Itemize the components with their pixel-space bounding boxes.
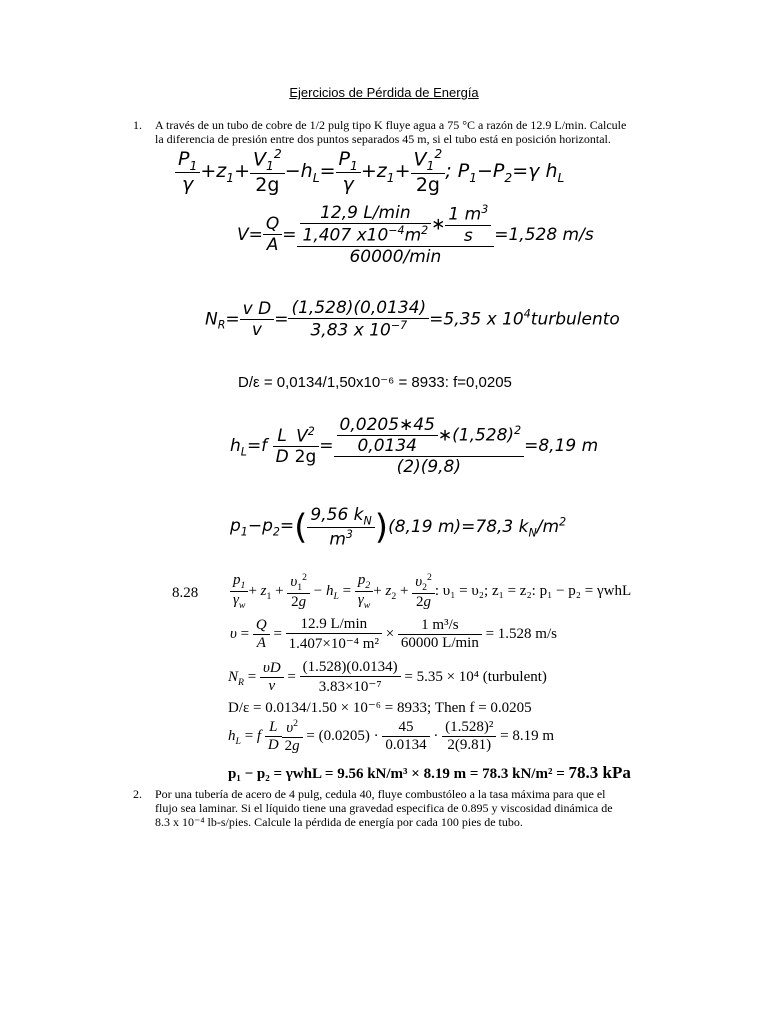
head-loss-denominator: (2)(9,8) [396, 457, 462, 477]
velocity-unit-top: 1 m [448, 204, 482, 225]
problem-2-line-3: 8.3 x 10⁻⁴ lb-s/pies. Calcule la pérdida de energía por cada 100 pies de tubo. [155, 815, 523, 829]
pressure-denominator: m [329, 530, 346, 551]
reynolds-denominator: 3,83 x 10 [310, 320, 391, 341]
solution-b-head-loss: $h_L = f$ $\frac{L}{D}$ $\frac{\upsilon^2}{2g}$ = (0.0205) · $\frac{45}{0.0134}$ · $\frac{\text{(1.528)²}}{2(9.81)}$ = 8.19 m [228, 718, 555, 754]
problem-1-line-1: A través de un tubo de cobre de 1/2 pulg tipo K fluye agua a 75 °C a razón de 12.9 L/min. Calcule [155, 118, 627, 132]
solution-b-v-den1: 1.407×10⁻⁴ m² [288, 636, 379, 652]
head-loss-num-a: 0,0205∗45 [337, 415, 438, 436]
problem-1-line-2: la diferencia de presión entre dos puntos separados 45 m, si el tubo está en posición horizontal. [155, 132, 611, 146]
problem-1-number: 1. [133, 118, 142, 132]
solution-b-nr-den: 3.83×10⁻⁷ [318, 679, 382, 695]
reynolds-result: =5,35 x 10 [429, 309, 524, 330]
problem-2-statement [155, 787, 658, 829]
problem-2-line-1: Por una tubería de acero de 4 pulg, cedula 40, fluye combustóleo a la tasa máxima para que el [155, 787, 606, 801]
velocity-equation: V= $\frac{Q}{A}$ = $\frac{12,9 L/\min}{1,407 x10^{-4}m^2}$ ∗ $\frac{1 m^3}{s}$ 60000/min =1,528 m/s [237, 203, 594, 267]
velocity-denominator: 60000/min [349, 246, 442, 267]
problem-2-line-2: flujo sea laminar. Si el líquido tiene una gravedad especifica de 0.895 y viscosidad dinámica de [155, 801, 613, 815]
velocity-area: 1,407 x10 [302, 225, 389, 246]
solution-b-hl-coef: = (0.0205) · [306, 727, 379, 744]
solution-b-v-num2: 1 m³/s [398, 617, 482, 635]
reynolds-equation: $N_R=$ $\frac{\text{v D}}{v}$ = $\frac{(1,528)(0,0134)}{3,83 x 10^{-7}}$ =5,35 x $10^4turbulento$ [205, 298, 620, 341]
pressure-result: =78,3 k [461, 517, 529, 538]
velocity-unit-bottom: s [463, 225, 473, 246]
solution-b-nr-num: (1.528)(0.0134) [300, 659, 401, 677]
solution-b-roughness: D/ε = 0.0134/1.50 × 10⁻⁶ = 8933; Then f = 0.0205 [228, 700, 532, 716]
head-loss-equation: $h_L=f$ $\frac{L}{D}$ $\frac{V^2}{2g}$ = $\frac{0,0205∗45}{0,0134}$ $∗(1,528)^2$ (2)(9,8) =8,19 m [230, 415, 599, 477]
head-loss-num-b: 0,0134 [357, 436, 417, 456]
bernoulli-equation: $\frac{P_1}{\gamma}$ $+z_1+$ $\frac{V_1^2}{2g}$ $-h_L=$ $\frac{P_1}{\gamma}$ $+z_1+$ $\frac{V_1^2}{2g}$ ; $P_1-P_2=\gamma$ $h_L$ [175, 147, 564, 196]
solution-b-v-num1: 12.9 L/min [286, 616, 382, 634]
pressure-multiplier: (8,19 m) [388, 517, 462, 538]
pressure-difference-equation: $p_1-p_2=$( $\frac{9,56 k_N}{m^3}$ )(8,19 m)=78,3 $k_N/m^2$ [230, 505, 567, 551]
problem-2-number: 2. [133, 787, 142, 801]
problem-1-statement [155, 118, 645, 146]
solution-b-final-line: p₁ − p₂ = γwhL = 9.56 kN/m³ × 8.19 m = 78.3 kN/m² = [228, 766, 565, 782]
solution-b-final [228, 763, 631, 783]
head-loss-velocity: ∗(1,528) [437, 425, 515, 446]
solution-b-hl-result: = 8.19 m [500, 727, 555, 744]
solution-b-hl-n2: (1.528)² [442, 719, 496, 737]
reynolds-regime: turbulento [530, 309, 620, 330]
pressure-numerator: 9,56 k [310, 505, 364, 525]
solution-b-final-answer: 78.3 kPa [568, 763, 631, 782]
solution-b-velocity: υ = $\frac{Q}{A}$ = $\frac{12.9 L/\min}{\text{1.407×10⁻⁴ m²}}$ × $\frac{\text{1 m³/s}}{60000 L/\min}$ = 1.528 m/s [230, 616, 557, 652]
velocity-result: =1,528 m/s [494, 224, 594, 245]
solution-b-conditions: : υ₁ = υ₂; z₁ = z₂: p₁ − p₂ = γwhL [434, 582, 632, 599]
roughness-line-a: D/ε = 0,0134/1,50x10⁻⁶ = 8933: f=0,0205 [238, 374, 512, 391]
solution-b-nr-result: = 5.35 × 10⁴ (turbulent) [404, 668, 547, 685]
solution-b-label: 8.28 [172, 585, 199, 601]
velocity-flow: 12,9 L/min [300, 203, 432, 224]
page-title: Ejercicios de Pérdida de Energía [289, 85, 479, 100]
solution-b-reynolds: $N_R$ = $\frac{\upsilon D}{\nu}$ = $\frac{(1.528)(0.0134)}{\text{3.83×10⁻⁷}}$ = 5.35 × 10⁴ (turbulent) [228, 659, 547, 695]
solution-b-v-den2: 60000 L/min [400, 635, 479, 651]
solution-b-bernoulli: $\frac{p_1}{\gamma_w}$ + $z_1$ + $\frac{\upsilon_1^2}{2g}$ − $h_L$ = $\frac{p_2}{\gamma_w}$ + $z_2$ + $\frac{\upsilon_2^2}{2g}$ : υ₁ = υ₂; z₁ = z₂: p₁ − p₂ = γwhL [230, 572, 631, 611]
solution-b-v-result: = 1.528 m/s [485, 625, 557, 642]
solution-b-hl-d1: 0.0134 [385, 737, 427, 753]
solution-b-hl-n1: 45 [382, 719, 429, 737]
solution-b-hl-d2: 2(9.81) [447, 737, 492, 753]
head-loss-result: =8,19 m [524, 436, 599, 456]
reynolds-numerator: (1,528)(0,0134) [288, 298, 429, 319]
